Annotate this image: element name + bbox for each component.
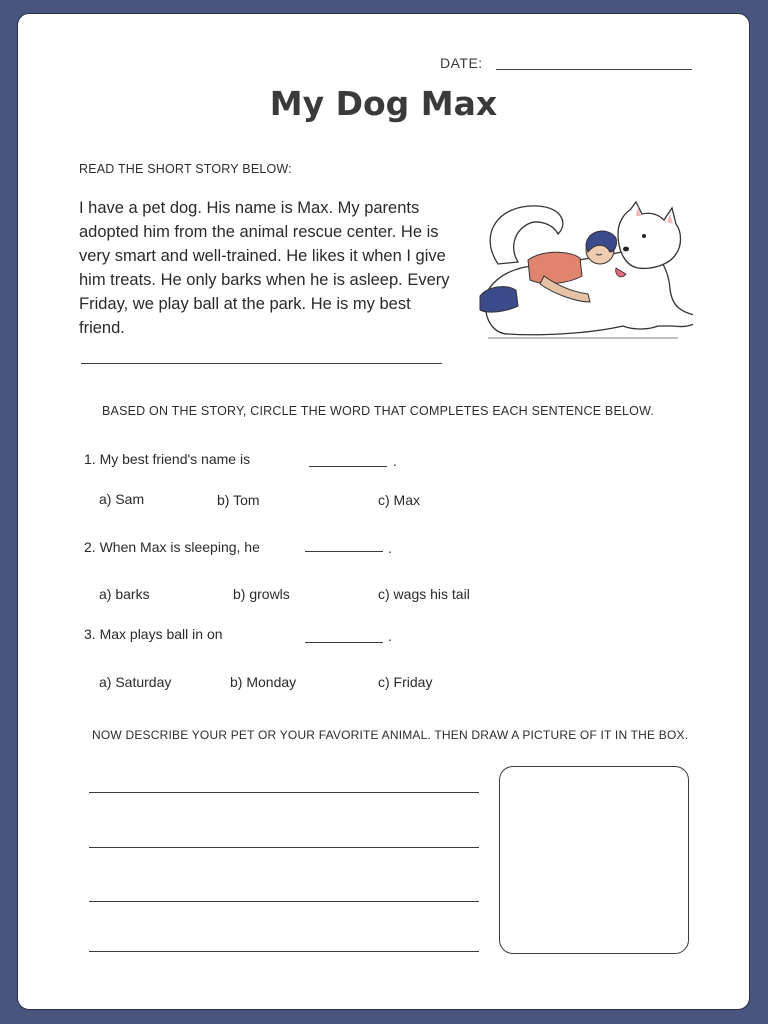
question-2-option-b[interactable]: b) growls (233, 586, 290, 602)
question-1-blank[interactable] (309, 466, 387, 467)
question-3-period: . (388, 628, 392, 644)
page-title: My Dog Max (269, 84, 498, 123)
story-text: I have a pet dog. His name is Max. My parents adopted him from the animal rescue center. He is very smart and well-trained. He likes it when I give him treats. He only barks when he is asleep. Every Friday, we play ball at the park. He is my best friend. (79, 199, 450, 337)
story-instruction: READ THE SHORT STORY BELOW: (79, 162, 292, 176)
describe-write-line-4[interactable] (89, 951, 479, 952)
question-1-period: . (393, 453, 397, 469)
question-3-option-a[interactable]: a) Saturday (99, 674, 172, 690)
question-2-prompt: 2. When Max is sleeping, he (84, 539, 260, 555)
dog-illustration-svg (458, 194, 693, 342)
question-1-option-c[interactable]: c) Max (378, 492, 420, 508)
worksheet-page (17, 13, 750, 1010)
question-3-option-c[interactable]: c) Friday (378, 674, 433, 690)
child-hugging-dog-illustration (458, 194, 693, 342)
question-2-blank[interactable] (305, 551, 383, 552)
quiz-instruction: BASED ON THE STORY, CIRCLE THE WORD THAT COMPLETES EACH SENTENCE BELOW. (102, 404, 655, 418)
question-1-option-a[interactable]: a) Sam (99, 491, 145, 507)
describe-write-line-3[interactable] (89, 901, 479, 902)
describe-write-line-2[interactable] (89, 847, 479, 848)
date-write-line[interactable] (496, 69, 692, 70)
question-3-blank[interactable] (305, 642, 383, 643)
question-1-option-b[interactable]: b) Tom (217, 492, 260, 508)
question-1-prompt: 1. My best friend's name is (84, 451, 251, 467)
date-label: DATE: (440, 55, 483, 71)
question-2-option-a[interactable]: a) barks (99, 586, 150, 602)
describe-write-line-1[interactable] (89, 792, 479, 793)
drawing-box[interactable] (499, 766, 689, 954)
date-row (438, 54, 698, 74)
question-3-prompt: 3. Max plays ball in on (84, 626, 223, 642)
question-3-option-b[interactable]: b) Monday (230, 674, 297, 690)
describe-instruction: NOW DESCRIBE YOUR PET OR YOUR FAVORITE ANIMAL. THEN DRAW A PICTURE OF IT IN THE BOX. (92, 728, 689, 742)
story-write-line[interactable] (81, 363, 442, 364)
question-2-period: . (388, 540, 392, 556)
question-2-option-c[interactable]: c) wags his tail (378, 586, 470, 602)
